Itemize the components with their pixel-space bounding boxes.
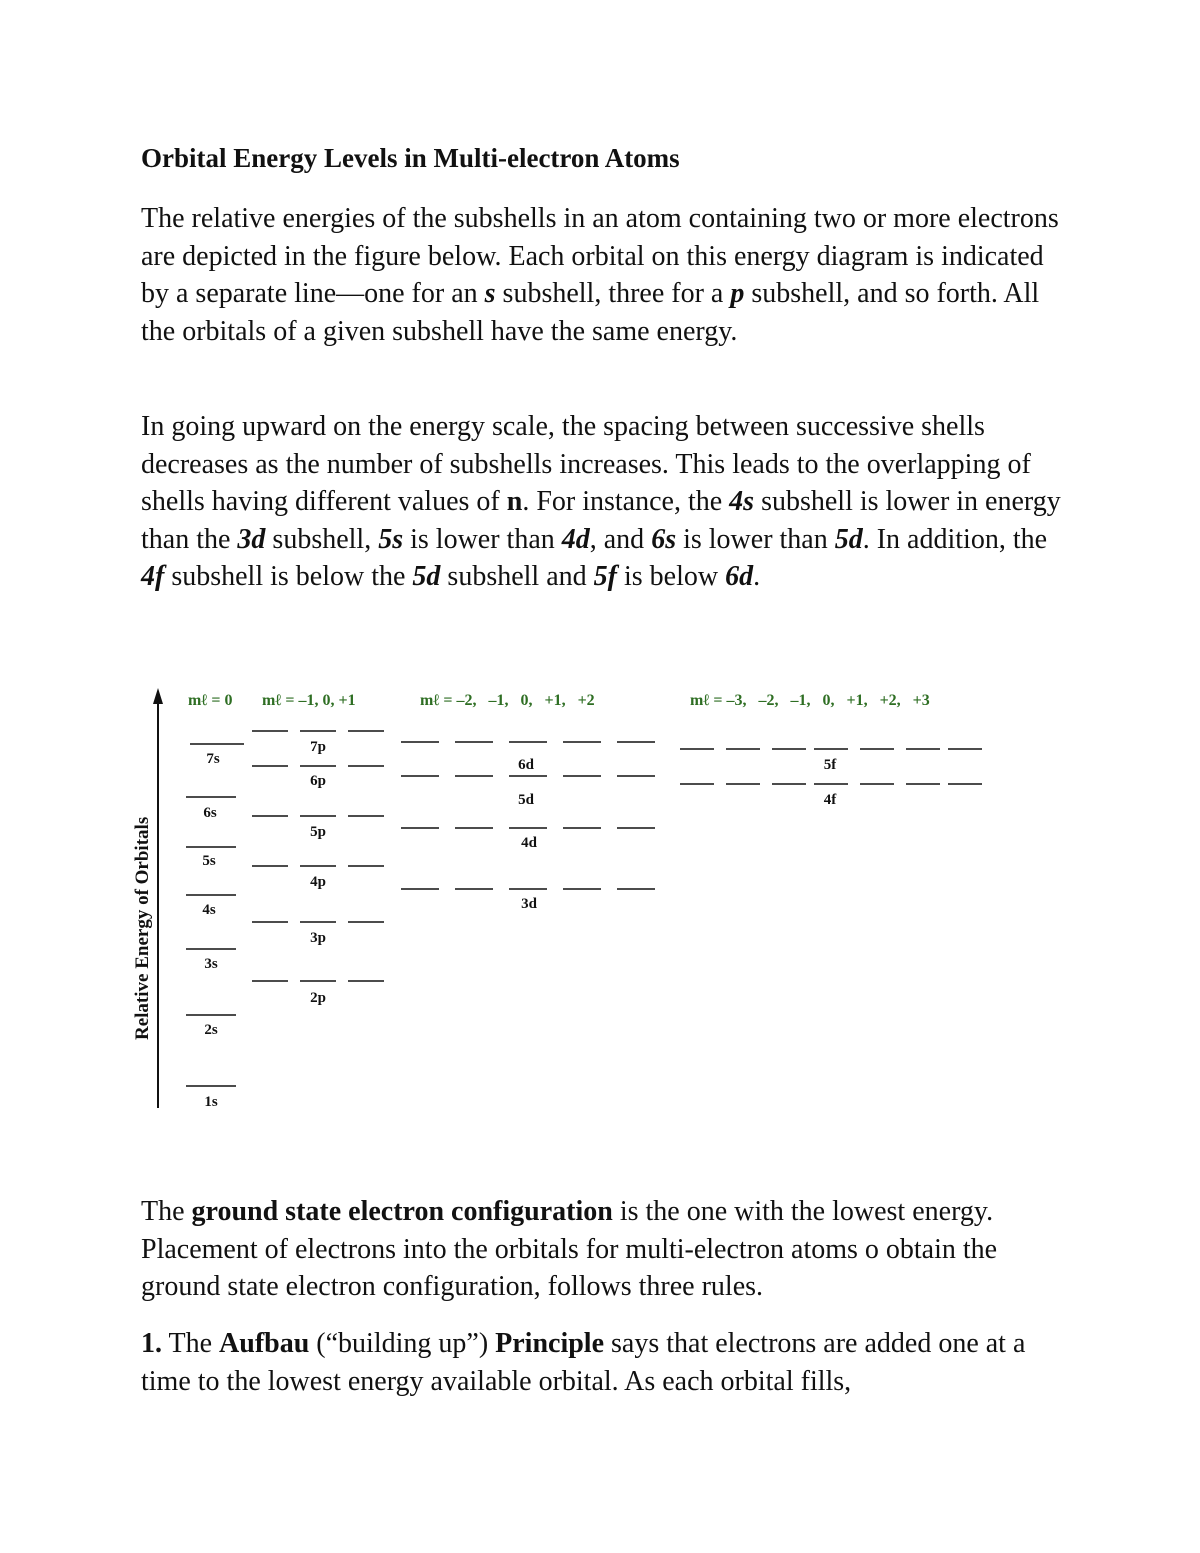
paragraph-aufbau: 1. The Aufbau (“building up”) Principle says that electrons are added one at a time to the lowest energy available orbital. As each orbital fills,	[141, 1328, 1026, 1397]
label-3d: 3d	[521, 896, 537, 912]
paragraph-ground-state: The ground state electron configuration is the one with the lowest energy. Placement of electrons into the orbitals for multi-electron atoms o obtain the ground state electron configuration, follows three rules.	[141, 1196, 998, 1302]
p-subshells	[252, 731, 384, 1006]
label-5f: 5f	[823, 757, 837, 773]
header-p: mℓ = –1, 0, +1	[262, 692, 356, 709]
label-5d: 5d	[518, 792, 534, 808]
label-6s: 6s	[203, 805, 217, 821]
paragraph-intro: The relative energies of the subshells in an atom containing two or more electrons are depicted in the figure below. Each orbital on this energy diagram is indicated by a separate line—one for an s subshell, three for a p subshell, and so forth. All the orbitals of a given subshell have the same energy.	[141, 203, 1059, 347]
label-5s: 5s	[202, 853, 216, 869]
header-f: mℓ = –3, –2, –1, 0, +1, +2, +3	[690, 692, 930, 709]
label-6p: 6p	[310, 773, 326, 789]
label-4p: 4p	[310, 874, 326, 890]
label-4s: 4s	[202, 902, 216, 918]
header-d: mℓ = –2, –1, 0, +1, +2	[420, 692, 595, 709]
label-7p: 7p	[310, 739, 326, 755]
label-1s: 1s	[204, 1094, 218, 1110]
label-7s: 7s	[206, 751, 220, 767]
s-subshells	[186, 744, 244, 1110]
page-title: Orbital Energy Levels in Multi-electron Atoms	[141, 143, 680, 173]
label-6d: 6d	[518, 757, 534, 773]
label-5p: 5p	[310, 824, 326, 840]
label-2p: 2p	[310, 990, 326, 1006]
label-4d: 4d	[521, 835, 537, 851]
f-subshells	[680, 749, 982, 808]
d-subshells	[401, 742, 655, 912]
paragraph-overlap: In going upward on the energy scale, the spacing between successive shells decreases as the number of subshells increases. This leads to the overlapping of shells having different values of n. For instance, the 4s subshell is lower in energy than the 3d subshell, 5s is lower than 4d, and 6s is lower than 5d. In addition, the 4f subshell is below the 5d subshell and 5f is below 6d.	[141, 411, 1061, 592]
label-4f: 4f	[823, 792, 837, 808]
label-3s: 3s	[204, 956, 218, 972]
label-2s: 2s	[204, 1022, 218, 1038]
orbital-energy-diagram	[0, 660, 1200, 1130]
header-s: mℓ = 0	[188, 692, 233, 709]
axis-label: Relative Energy of Orbitals	[132, 816, 153, 1040]
label-3p: 3p	[310, 930, 326, 946]
energy-axis-arrowhead	[153, 688, 163, 704]
